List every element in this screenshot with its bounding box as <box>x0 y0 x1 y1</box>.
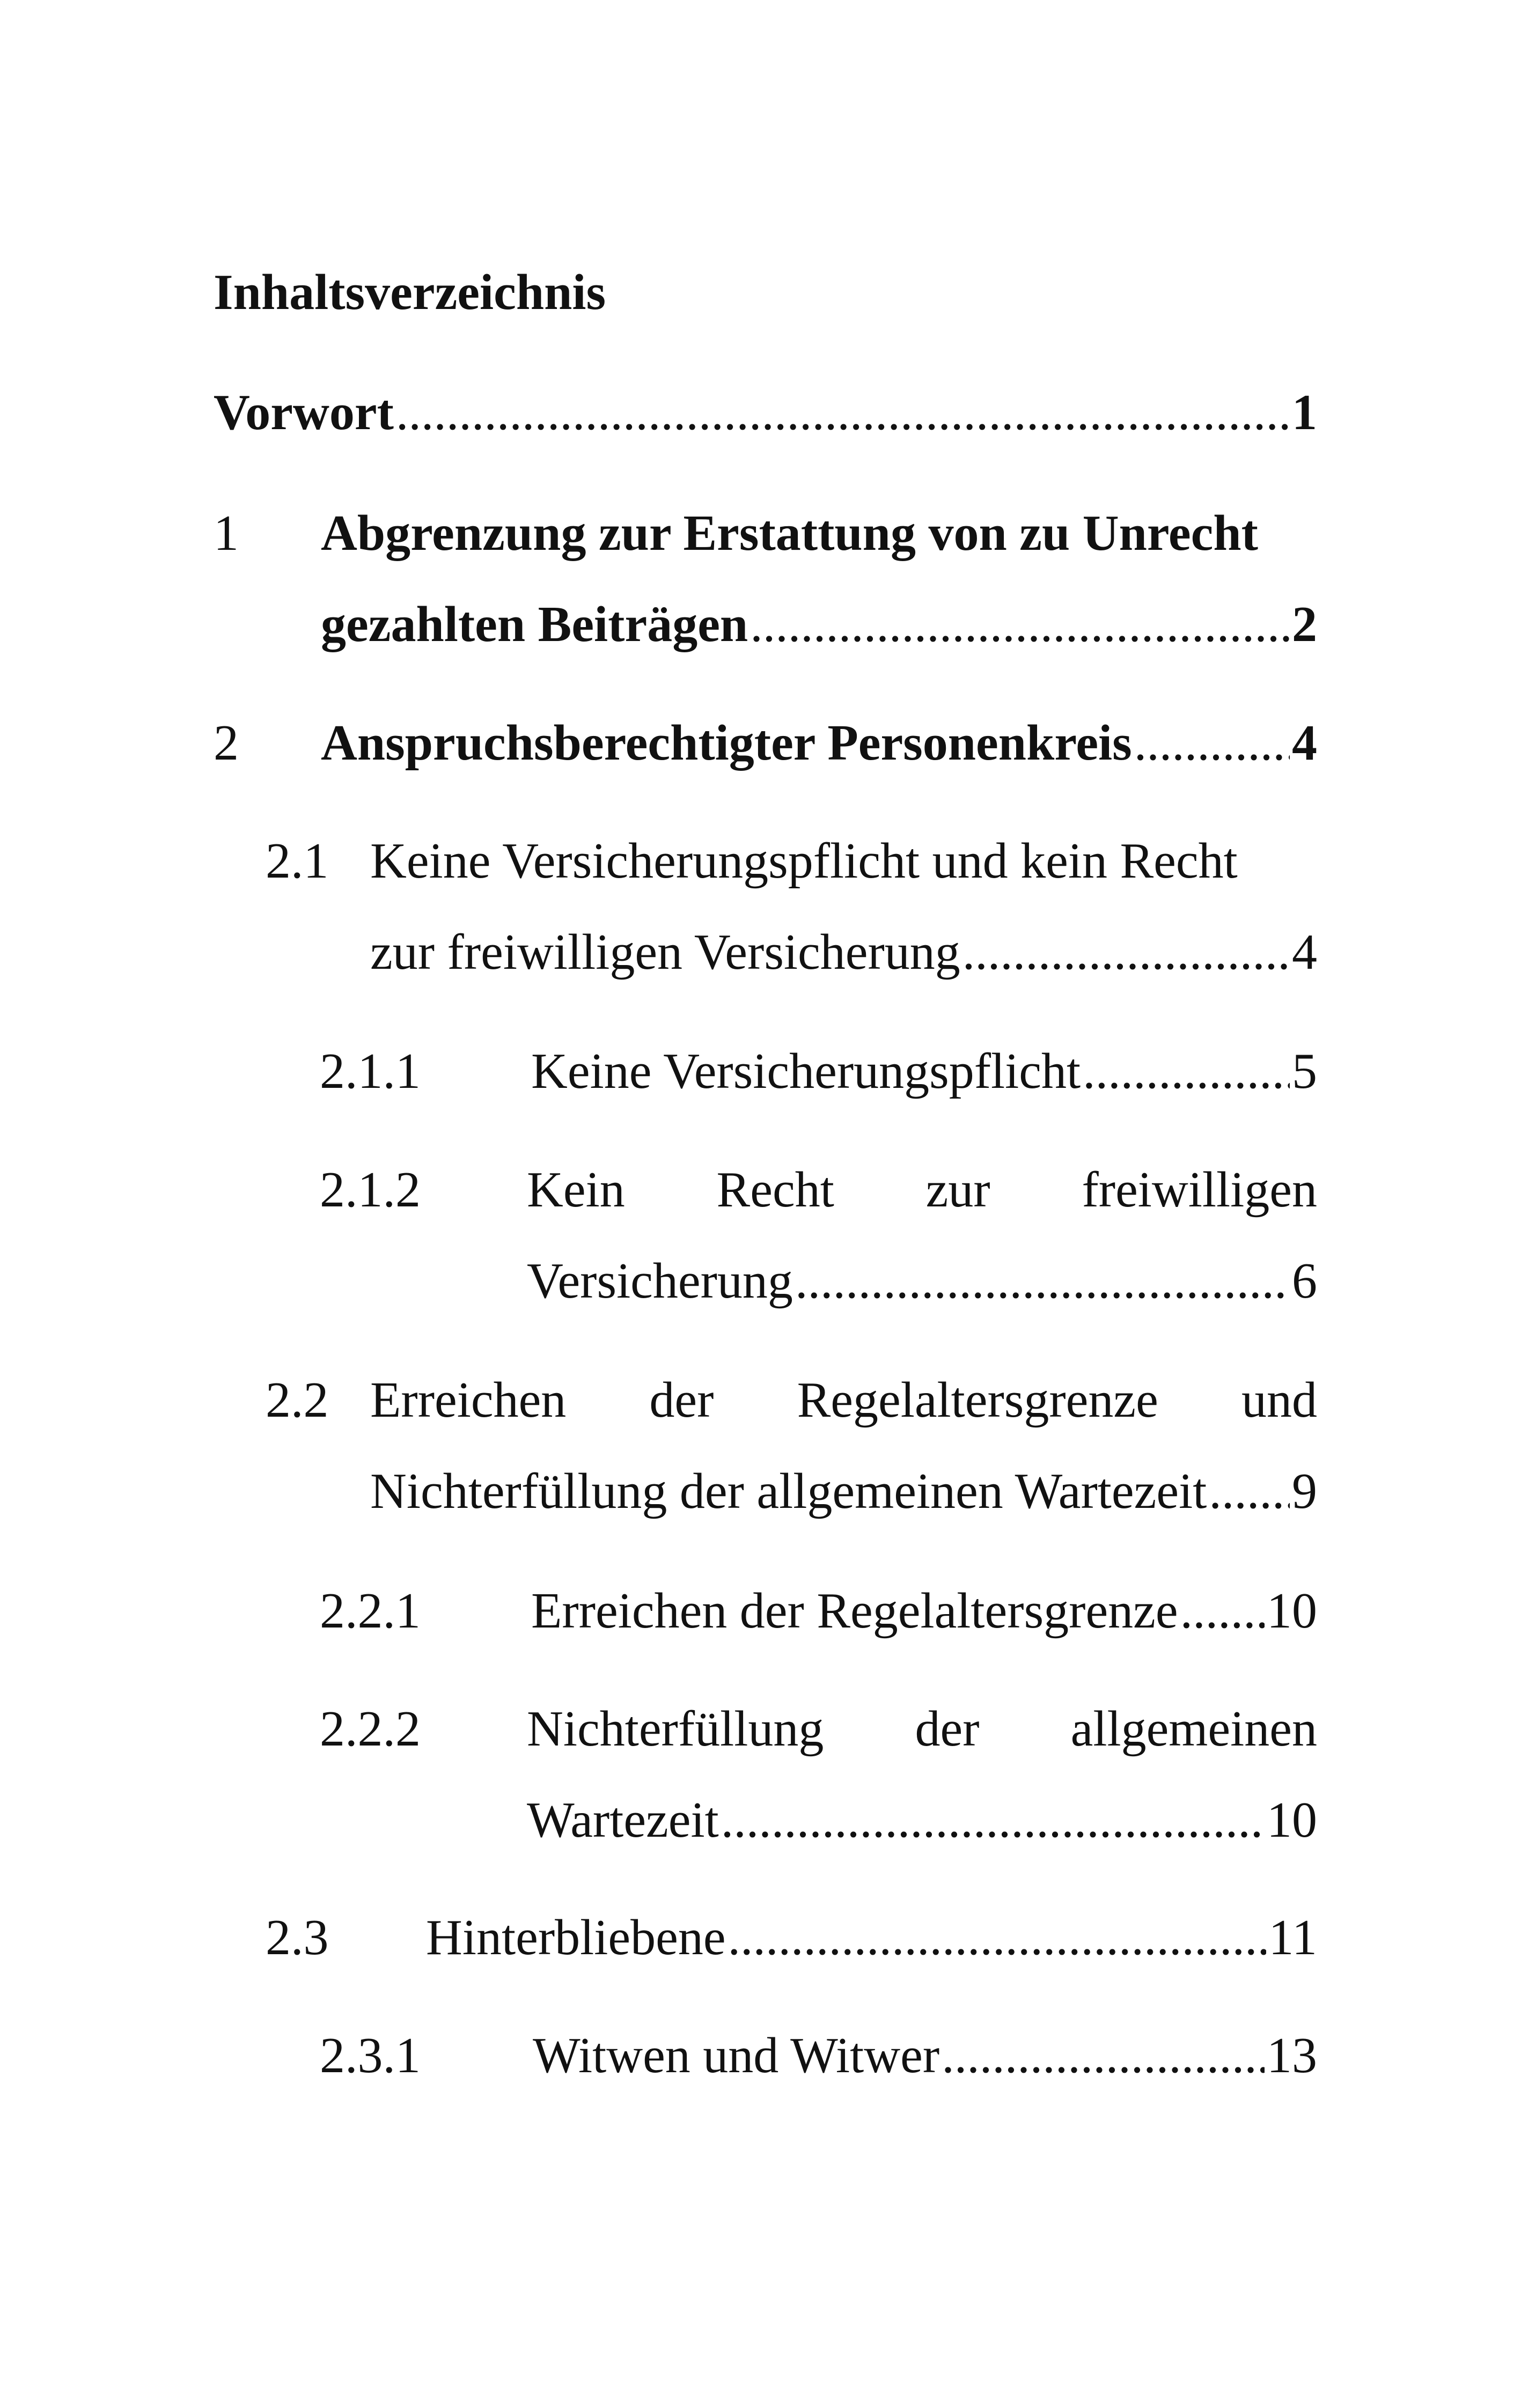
toc-entry-vorwort[interactable] <box>214 367 1317 458</box>
toc-entry-number: 2.3 <box>266 1910 329 1965</box>
toc-entry-word: der <box>649 1372 714 1428</box>
toc-entry-word: allgemeinen <box>1070 1701 1317 1757</box>
toc-entry-2[interactable] <box>321 697 1317 789</box>
toc-entry-line <box>527 1774 1317 1866</box>
toc-page-number: 4 <box>1292 715 1317 771</box>
toc-entry-word: Nichterfüllung <box>527 1701 824 1757</box>
toc-page-number: 10 <box>1267 1792 1317 1848</box>
toc-entry-line <box>426 1892 1317 1983</box>
toc-entry-line <box>527 1683 1317 1774</box>
toc-entry-text: zur freiwilligen Versicherung <box>370 924 960 980</box>
toc-entry-word: Kein <box>527 1162 625 1218</box>
dot-leader <box>942 2010 1265 2101</box>
toc-entry-text: Witwen und Witwer <box>533 2028 940 2083</box>
toc-entry-number: 2.1.1 <box>320 1043 421 1099</box>
toc-entry-text: Versicherung <box>527 1253 793 1309</box>
toc-entry-number: 2 <box>214 715 239 771</box>
toc-entry-word: Regelaltersgrenze <box>797 1372 1158 1428</box>
toc-entry-number: 2.1 <box>266 833 329 889</box>
toc-entry-word: Erreichen <box>370 1372 567 1428</box>
toc-entry-text: Wartezeit <box>527 1792 719 1848</box>
toc-entry-text-line1: Keine Versicherungspflicht und kein Recht <box>370 833 1238 889</box>
toc-entry-text: Erreichen der Regelaltersgrenze <box>531 1583 1178 1639</box>
toc-entry-text: Anspruchsberechtigter Personenkreis <box>321 715 1132 771</box>
dot-leader <box>1083 1026 1290 1117</box>
dot-leader <box>396 367 1290 458</box>
dot-leader <box>962 907 1290 998</box>
toc-entry-text: Hinterbliebene <box>426 1910 726 1965</box>
toc-entry-number: 2.3.1 <box>320 2028 421 2083</box>
toc-entry-line <box>321 697 1317 789</box>
toc-entry-text: Nichterfüllung der allgemeinen Wartezeit <box>370 1463 1207 1519</box>
toc-entry-2-3-1[interactable] <box>533 2010 1317 2101</box>
toc-entry-number: 1 <box>214 505 239 561</box>
toc-entry-number: 2.1.2 <box>320 1162 421 1218</box>
toc-entry-2-3[interactable] <box>426 1892 1317 1983</box>
toc-entry-word: Recht <box>716 1162 834 1218</box>
toc-entry-2-1[interactable] <box>370 815 1317 998</box>
toc-page-number: 2 <box>1292 597 1317 652</box>
toc-entry-line <box>214 367 1317 458</box>
toc-page-number: 13 <box>1267 2028 1317 2083</box>
dot-leader <box>1209 1446 1290 1537</box>
dot-leader <box>795 1235 1290 1327</box>
toc-entry-2-1-2[interactable] <box>527 1144 1317 1327</box>
toc-entry-line <box>370 907 1317 998</box>
toc-entry-line <box>533 2010 1317 2101</box>
toc-entry-text-line1: Abgrenzung zur Erstattung von zu Unrecht <box>321 505 1258 561</box>
toc-entry-text: Keine Versicherungspflicht <box>531 1043 1081 1099</box>
toc-entry-word: der <box>915 1701 980 1757</box>
toc-page-number: 6 <box>1292 1253 1317 1309</box>
dot-leader <box>1134 697 1290 789</box>
toc-entry-2-2[interactable] <box>370 1354 1317 1537</box>
toc-page-number: 10 <box>1267 1583 1317 1639</box>
toc-entry-2-2-1[interactable] <box>531 1565 1317 1656</box>
toc-entry-word: zur <box>925 1162 990 1218</box>
dot-leader <box>1180 1565 1265 1656</box>
toc-entry-line <box>531 1565 1317 1656</box>
toc-entry-line <box>527 1235 1317 1327</box>
toc-title: Inhaltsverzeichnis <box>214 264 606 320</box>
toc-entry-line <box>370 1354 1317 1446</box>
toc-entry-line <box>370 815 1317 907</box>
toc-entry-line <box>321 579 1317 670</box>
toc-page-number: 9 <box>1292 1463 1317 1519</box>
toc-entry-line <box>321 488 1317 579</box>
toc-entry-number: 2.2.1 <box>320 1583 421 1639</box>
toc-entry-number: 2.2.2 <box>320 1701 421 1757</box>
toc-entry-text: Vorwort <box>214 385 394 440</box>
toc-page-number: 5 <box>1292 1043 1317 1099</box>
toc-entry-2-2-2[interactable] <box>527 1683 1317 1866</box>
toc-entry-1[interactable] <box>321 488 1317 670</box>
toc-entry-line <box>531 1026 1317 1117</box>
toc-entry-word: und <box>1241 1372 1317 1428</box>
toc-page-number: 4 <box>1292 924 1317 980</box>
toc-entry-text: gezahlten Beiträgen <box>321 597 748 652</box>
toc-entry-2-1-1[interactable] <box>531 1026 1317 1117</box>
toc-page-number: 1 <box>1292 385 1317 440</box>
toc-page-number: 11 <box>1268 1910 1317 1965</box>
toc-entry-line <box>370 1446 1317 1537</box>
dot-leader <box>728 1892 1267 1983</box>
toc-entry-number: 2.2 <box>266 1372 329 1428</box>
dot-leader <box>750 579 1290 670</box>
dot-leader <box>721 1774 1265 1866</box>
toc-entry-word: freiwilligen <box>1082 1162 1317 1218</box>
toc-entry-line <box>527 1144 1317 1235</box>
